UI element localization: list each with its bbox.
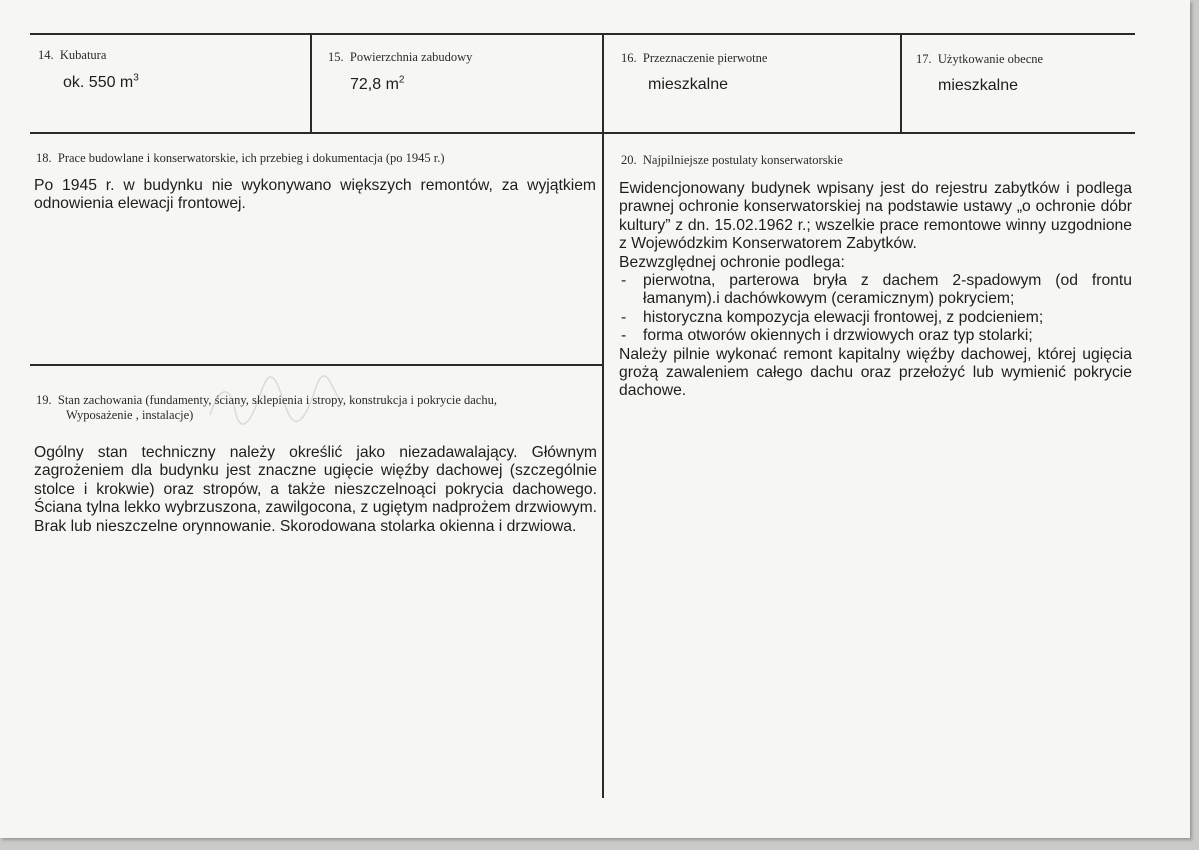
field-20-content bbox=[619, 180, 1132, 401]
center-column-divider bbox=[602, 33, 604, 798]
list-dash: - bbox=[621, 308, 627, 326]
field-17-label: 17. Użytkowanie obecne bbox=[916, 52, 1044, 66]
list-dash: - bbox=[621, 272, 627, 290]
field-20-paragraph-1: Ewidencjonowany budynek wpisany jest do rejestru zabytków i podlega prawnej ochronie konserwatorskiej na podstawie ustawy „o ochronie dóbr kultury” z dn. 15.02.1962 r.; wszelkie prace remontowe winny uzgodnione z Wojewódzkim Konserwatorem Zabytków. bbox=[619, 180, 1132, 253]
field-20-list-item-2 bbox=[619, 309, 1132, 327]
field-14-label: 14. Kubatura bbox=[38, 48, 107, 62]
field-19-label-line2: Wyposażenie , instalacje) bbox=[66, 408, 194, 422]
field-20-paragraph-3: Należy pilnie wykonać remont kapitalny więźby dachowej, której ugięcia grożą zawaleniem całego dachu oraz przełożyć lub wymienić pokrycie dachowe. bbox=[619, 345, 1132, 400]
list-item-text: forma otworów okiennych i drzwiowych oraz typ stolarki; bbox=[643, 327, 1033, 345]
field-20-list-item-1 bbox=[619, 272, 1132, 309]
field-20-label: 20. Najpilniejsze postulaty konserwatorskie bbox=[621, 153, 843, 167]
field-16-label: 16. Przeznaczenie pierwotne bbox=[621, 51, 768, 65]
column-divider-f14-f15 bbox=[310, 33, 312, 133]
kubatura-value: ok. 550 m bbox=[63, 74, 134, 91]
list-item-text: historyczna kompozycja elewacji frontowej, z podcieniem; bbox=[643, 308, 1044, 326]
field-14-value bbox=[63, 74, 139, 92]
field-15-value bbox=[350, 76, 404, 94]
field-18-label: 18. Prace budowlane i konserwatorskie, ich przebieg i dokumentacja (po 1945 r.) bbox=[36, 151, 445, 165]
pencil-scribble-mark bbox=[205, 365, 345, 435]
field-20-list-item-3 bbox=[619, 327, 1132, 345]
field-19-text: Ogólny stan techniczny należy określić jako niezadawalający. Głównym zagrożeniem dla budynku jest znaczne ugięcie więźby dachowej (szczególnie stolce i krokwie) oraz stropów, a także nieszczelnoąci pokrycia dachowego. Ściana tylna lekko wybrzuszona, zawilgocona, z ugiętym nadprożem drzwiowym. Brak lub nieszczelne orynnowanie. Skorodowana stolarka okienna i drzwiowa. bbox=[34, 444, 597, 535]
field-16-value: mieszkalne bbox=[648, 76, 729, 93]
top-border-line bbox=[30, 33, 1135, 35]
powierzchnia-unit-exponent: 2 bbox=[398, 74, 405, 86]
kubatura-unit-exponent: 3 bbox=[133, 72, 139, 84]
row-divider-line bbox=[30, 132, 1135, 134]
list-dash: - bbox=[621, 327, 627, 345]
field-19-label-line1: 19. Stan zachowania (fundamenty, ściany, sklepienia i stropy, konstrukcja i pokrycie dachu, bbox=[36, 393, 497, 407]
powierzchnia-value: 72,8 m bbox=[350, 76, 399, 93]
field-18-text: Po 1945 r. w budynku nie wykonywano większych remontów, za wyjątkiem odnowienia elewacji frontowej. bbox=[34, 177, 596, 213]
list-item-text: pierwotna, parterowa bryła z dachem 2-spadowym (od frontu łamanym).i dachówkowym (ceramicznym) pokryciem; bbox=[643, 272, 1132, 308]
field-17-value: mieszkalne bbox=[938, 77, 1019, 94]
field-20-paragraph-2: Bezwzględnej ochronie podlega: bbox=[619, 253, 845, 271]
column-divider-f16-f17 bbox=[900, 33, 902, 133]
field-15-label: 15. Powierzchnia zabudowy bbox=[328, 50, 473, 64]
